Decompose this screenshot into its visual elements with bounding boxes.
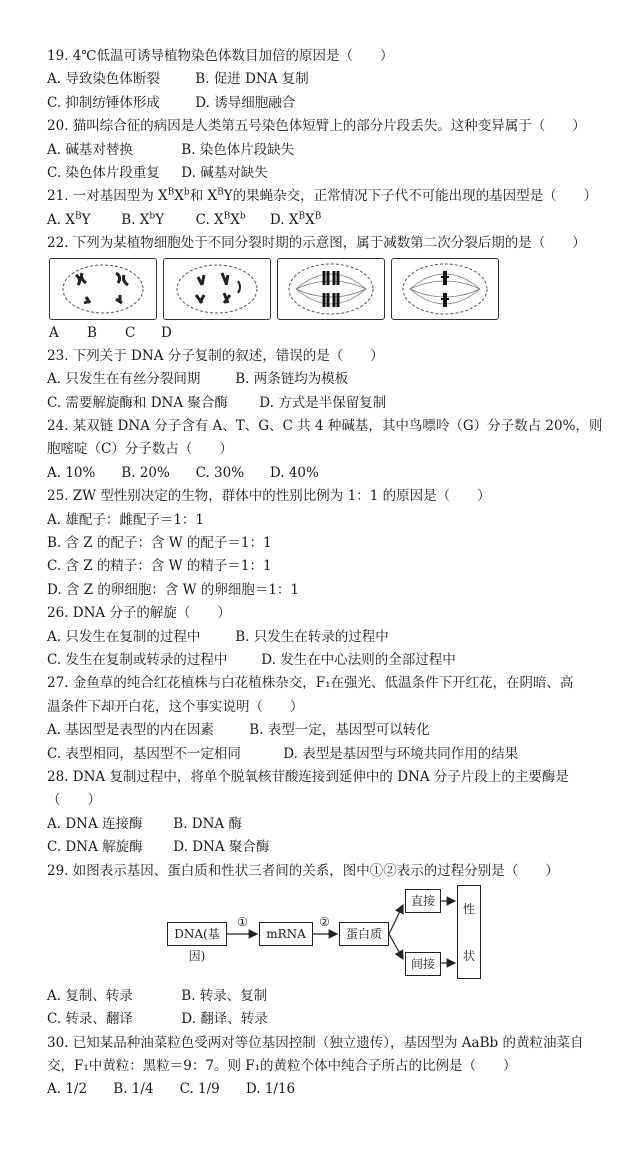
trait-box <box>457 885 481 979</box>
q23-option-c[interactable]: C. 需要解旋酶和 DNA 聚合酶 <box>47 394 228 411</box>
q24-stem-line2: 胞嘧啶（C）分子数占（ ） <box>47 441 233 458</box>
q26-stem: 26. DNA 分子的解旋（ ） <box>47 605 231 622</box>
q20-stem: 20. 猫叫综合征的病因是人类第五号染色体短臂上的部分片段丢失。这种变异属于（ ） <box>47 118 586 135</box>
q30-option-c[interactable]: C. 1/9 <box>179 1081 220 1098</box>
q20-option-c[interactable]: C. 染色体片段重复 <box>47 164 160 181</box>
q23-option-b[interactable]: B. 两条链均为模板 <box>235 371 349 388</box>
q19-options-row1 <box>47 68 607 91</box>
dna-gene-box: DNA(基因) <box>167 922 227 946</box>
cell-c-drawing <box>278 259 384 319</box>
trait-char-2: 状 <box>462 948 475 963</box>
protein-box: 蛋白质 <box>339 922 389 946</box>
q25-option-b[interactable]: B. 含 Z 的配子：含 W 的配子＝1：1 <box>47 535 272 552</box>
q28-stem-line1: 28. DNA 复制过程中，将单个脱氧核苷酸连接到延伸中的 DNA 分子片段上的主要酶是 <box>47 768 569 785</box>
q26-option-a[interactable]: A. 只发生在复制的过程中 <box>47 628 201 645</box>
direct-box: 直接 <box>405 889 441 913</box>
q29-option-d[interactable]: D. 翻译、转录 <box>181 1011 268 1028</box>
q27-option-a[interactable]: A. 基因型是表型的内在因素 <box>47 722 214 739</box>
process-1-label: ① <box>237 914 248 929</box>
q22-figure-labels <box>47 322 607 345</box>
q21-option-c[interactable]: C. $X^BX^b$ <box>195 211 246 228</box>
q23-stem: 23. 下列关于 DNA 分子复制的叙述，错误的是（ ） <box>47 347 384 364</box>
q22-stem: 22. 下列为某植物细胞处于不同分裂时期的示意图，属于减数第二次分裂后期的是（ ） <box>47 235 586 252</box>
q22-label-d[interactable]: D <box>161 324 172 341</box>
q25-stem: 25. ZW 型性别决定的生物，群体中的性别比例为 1：1 的原因是（ ） <box>47 488 491 505</box>
q20-option-b[interactable]: B. 染色体片段缺失 <box>181 141 295 158</box>
q29-options-row2 <box>47 1008 607 1031</box>
q29-options-row1 <box>47 985 607 1008</box>
q22-label-a[interactable]: A <box>49 324 59 341</box>
cell-b-drawing <box>164 259 270 319</box>
q20-options-row2 <box>47 162 607 185</box>
q20-option-d[interactable]: D. 碱基对缺失 <box>181 164 268 181</box>
q28-options-row1 <box>47 813 607 836</box>
q30-stem-line2: 交，F₁中黄粒：黑粒＝9：7。则 F₁的黄粒个体中纯合子所占的比例是（ ） <box>47 1058 517 1075</box>
q28-option-d[interactable]: D. DNA 聚合酶 <box>173 839 270 856</box>
indirect-box: 间接 <box>405 952 441 976</box>
q26-option-d[interactable]: D. 发生在中心法则的全部过程中 <box>261 651 456 668</box>
q28-stem-line2: （ ） <box>47 792 101 809</box>
trait-char-1: 性 <box>462 901 475 916</box>
q25-option-a[interactable]: A. 雄配子：雌配子＝1：1 <box>47 511 205 528</box>
q24-options <box>47 462 607 485</box>
q30-option-d[interactable]: D. 1/16 <box>245 1081 296 1098</box>
q27-stem-line2: 温条件下却开白花，这个事实说明（ ） <box>47 698 304 715</box>
q26-option-c[interactable]: C. 发生在复制或转录的过程中 <box>47 651 228 668</box>
q19-stem: 19. 4℃低温可诱导植物染色体数目加倍的原因是（ ） <box>47 48 394 64</box>
q24-option-a[interactable]: A. 10% <box>47 464 96 481</box>
q21-option-b[interactable]: B. $X^bY$ <box>121 211 165 228</box>
q20-options-row1 <box>47 139 607 162</box>
q29-flow-diagram <box>47 885 607 981</box>
q29-stem: 29. 如图表示基因、蛋白质和性状三者间的关系，图中①②表示的过程分别是（ ） <box>47 862 559 879</box>
q27-option-b[interactable]: B. 表型一定，基因型可以转化 <box>249 722 430 739</box>
q22-label-b[interactable]: B <box>87 324 97 341</box>
q19-options-row2 <box>47 92 607 115</box>
q22-label-c[interactable]: C <box>125 324 136 341</box>
q30-option-a[interactable]: A. 1/2 <box>47 1081 88 1098</box>
q29-option-b[interactable]: B. 转录、复制 <box>181 987 268 1004</box>
q26-options-row1 <box>47 626 607 649</box>
q23-option-d[interactable]: D. 方式是半保留复制 <box>259 394 387 411</box>
q23-option-a[interactable]: A. 只发生在有丝分裂间期 <box>47 371 201 388</box>
q23-options-row2 <box>47 392 607 415</box>
q30-option-b[interactable]: B. 1/4 <box>113 1081 154 1098</box>
q27-option-c[interactable]: C. 表型相同，基因型不一定相同 <box>47 745 241 762</box>
q24-option-c[interactable]: C. 30% <box>195 464 245 481</box>
q21-options <box>47 209 607 232</box>
q21-stem: 21. 一对基因型为 $X^BX^b$和 $X^BY$的果蝇杂交，正常情况下子代不可能出现的基因型是（ ） <box>47 187 598 205</box>
q23-options-row1 <box>47 368 607 391</box>
q26-option-b[interactable]: B. 只发生在转录的过程中 <box>235 628 389 645</box>
q24-option-d[interactable]: D. 40% <box>269 464 319 481</box>
q19-option-c[interactable]: C. 抑制纺锤体形成 <box>47 94 160 111</box>
q27-stem-line1: 27. 金鱼草的纯合红花植株与白花植株杂交，F₁在强光、低温条件下开红花，在阴暗、高 <box>47 675 574 692</box>
q27-option-d[interactable]: D. 表型是基因型与环境共同作用的结果 <box>283 745 519 762</box>
q29-option-a[interactable]: A. 复制、转录 <box>47 987 133 1004</box>
q21-option-d[interactable]: D. $X^BX^B$ <box>269 211 322 228</box>
q28-option-c[interactable]: C. DNA 解旋酶 <box>47 839 143 856</box>
q21-option-a[interactable]: A. $X^BY$ <box>47 211 91 228</box>
q30-stem-line1: 30. 已知某品种油菜粒色受两对等位基因控制（独立遗传），基因型为 AaBb 的黄粒油菜自 <box>47 1034 584 1051</box>
process-2-label: ② <box>319 914 330 929</box>
mrna-box: mRNA <box>259 922 313 946</box>
q28-options-row2 <box>47 836 607 859</box>
q28-option-a[interactable]: A. DNA 连接酶 <box>47 815 143 832</box>
q22-cell-figures <box>47 256 607 322</box>
q19-option-d[interactable]: D. 诱导细胞融合 <box>195 94 296 111</box>
q25-option-c[interactable]: C. 含 Z 的精子：含 W 的精子＝1：1 <box>47 558 272 575</box>
q28-option-b[interactable]: B. DNA 酶 <box>173 815 242 832</box>
q24-stem-line1: 24. 某双链 DNA 分子含有 A、T、G、C 共 4 种碱基，其中鸟嘌呤（G）分子数占 20%，则 <box>47 418 603 435</box>
q27-options-row2 <box>47 743 607 766</box>
q29-option-c[interactable]: C. 转录、翻译 <box>47 1011 133 1028</box>
cell-diagram-b <box>163 258 271 320</box>
q24-option-b[interactable]: B. 20% <box>121 464 170 481</box>
q20-option-a[interactable]: A. 碱基对替换 <box>47 141 133 158</box>
q19-option-b[interactable]: B. 促进 DNA 复制 <box>195 71 309 88</box>
q27-options-row1 <box>47 719 607 742</box>
cell-diagram-c <box>277 258 385 320</box>
q19-option-a[interactable]: A. 导致染色体断裂 <box>47 71 160 88</box>
cell-diagram-d <box>391 258 499 320</box>
q25-option-d[interactable]: D. 含 Z 的卵细胞：含 W 的卵细胞＝1：1 <box>47 581 300 598</box>
cell-diagram-a <box>49 258 157 320</box>
q26-options-row2 <box>47 649 607 672</box>
cell-a-drawing <box>50 259 156 319</box>
cell-d-drawing <box>392 259 498 319</box>
question-page <box>47 45 607 1102</box>
q30-options <box>47 1078 607 1101</box>
